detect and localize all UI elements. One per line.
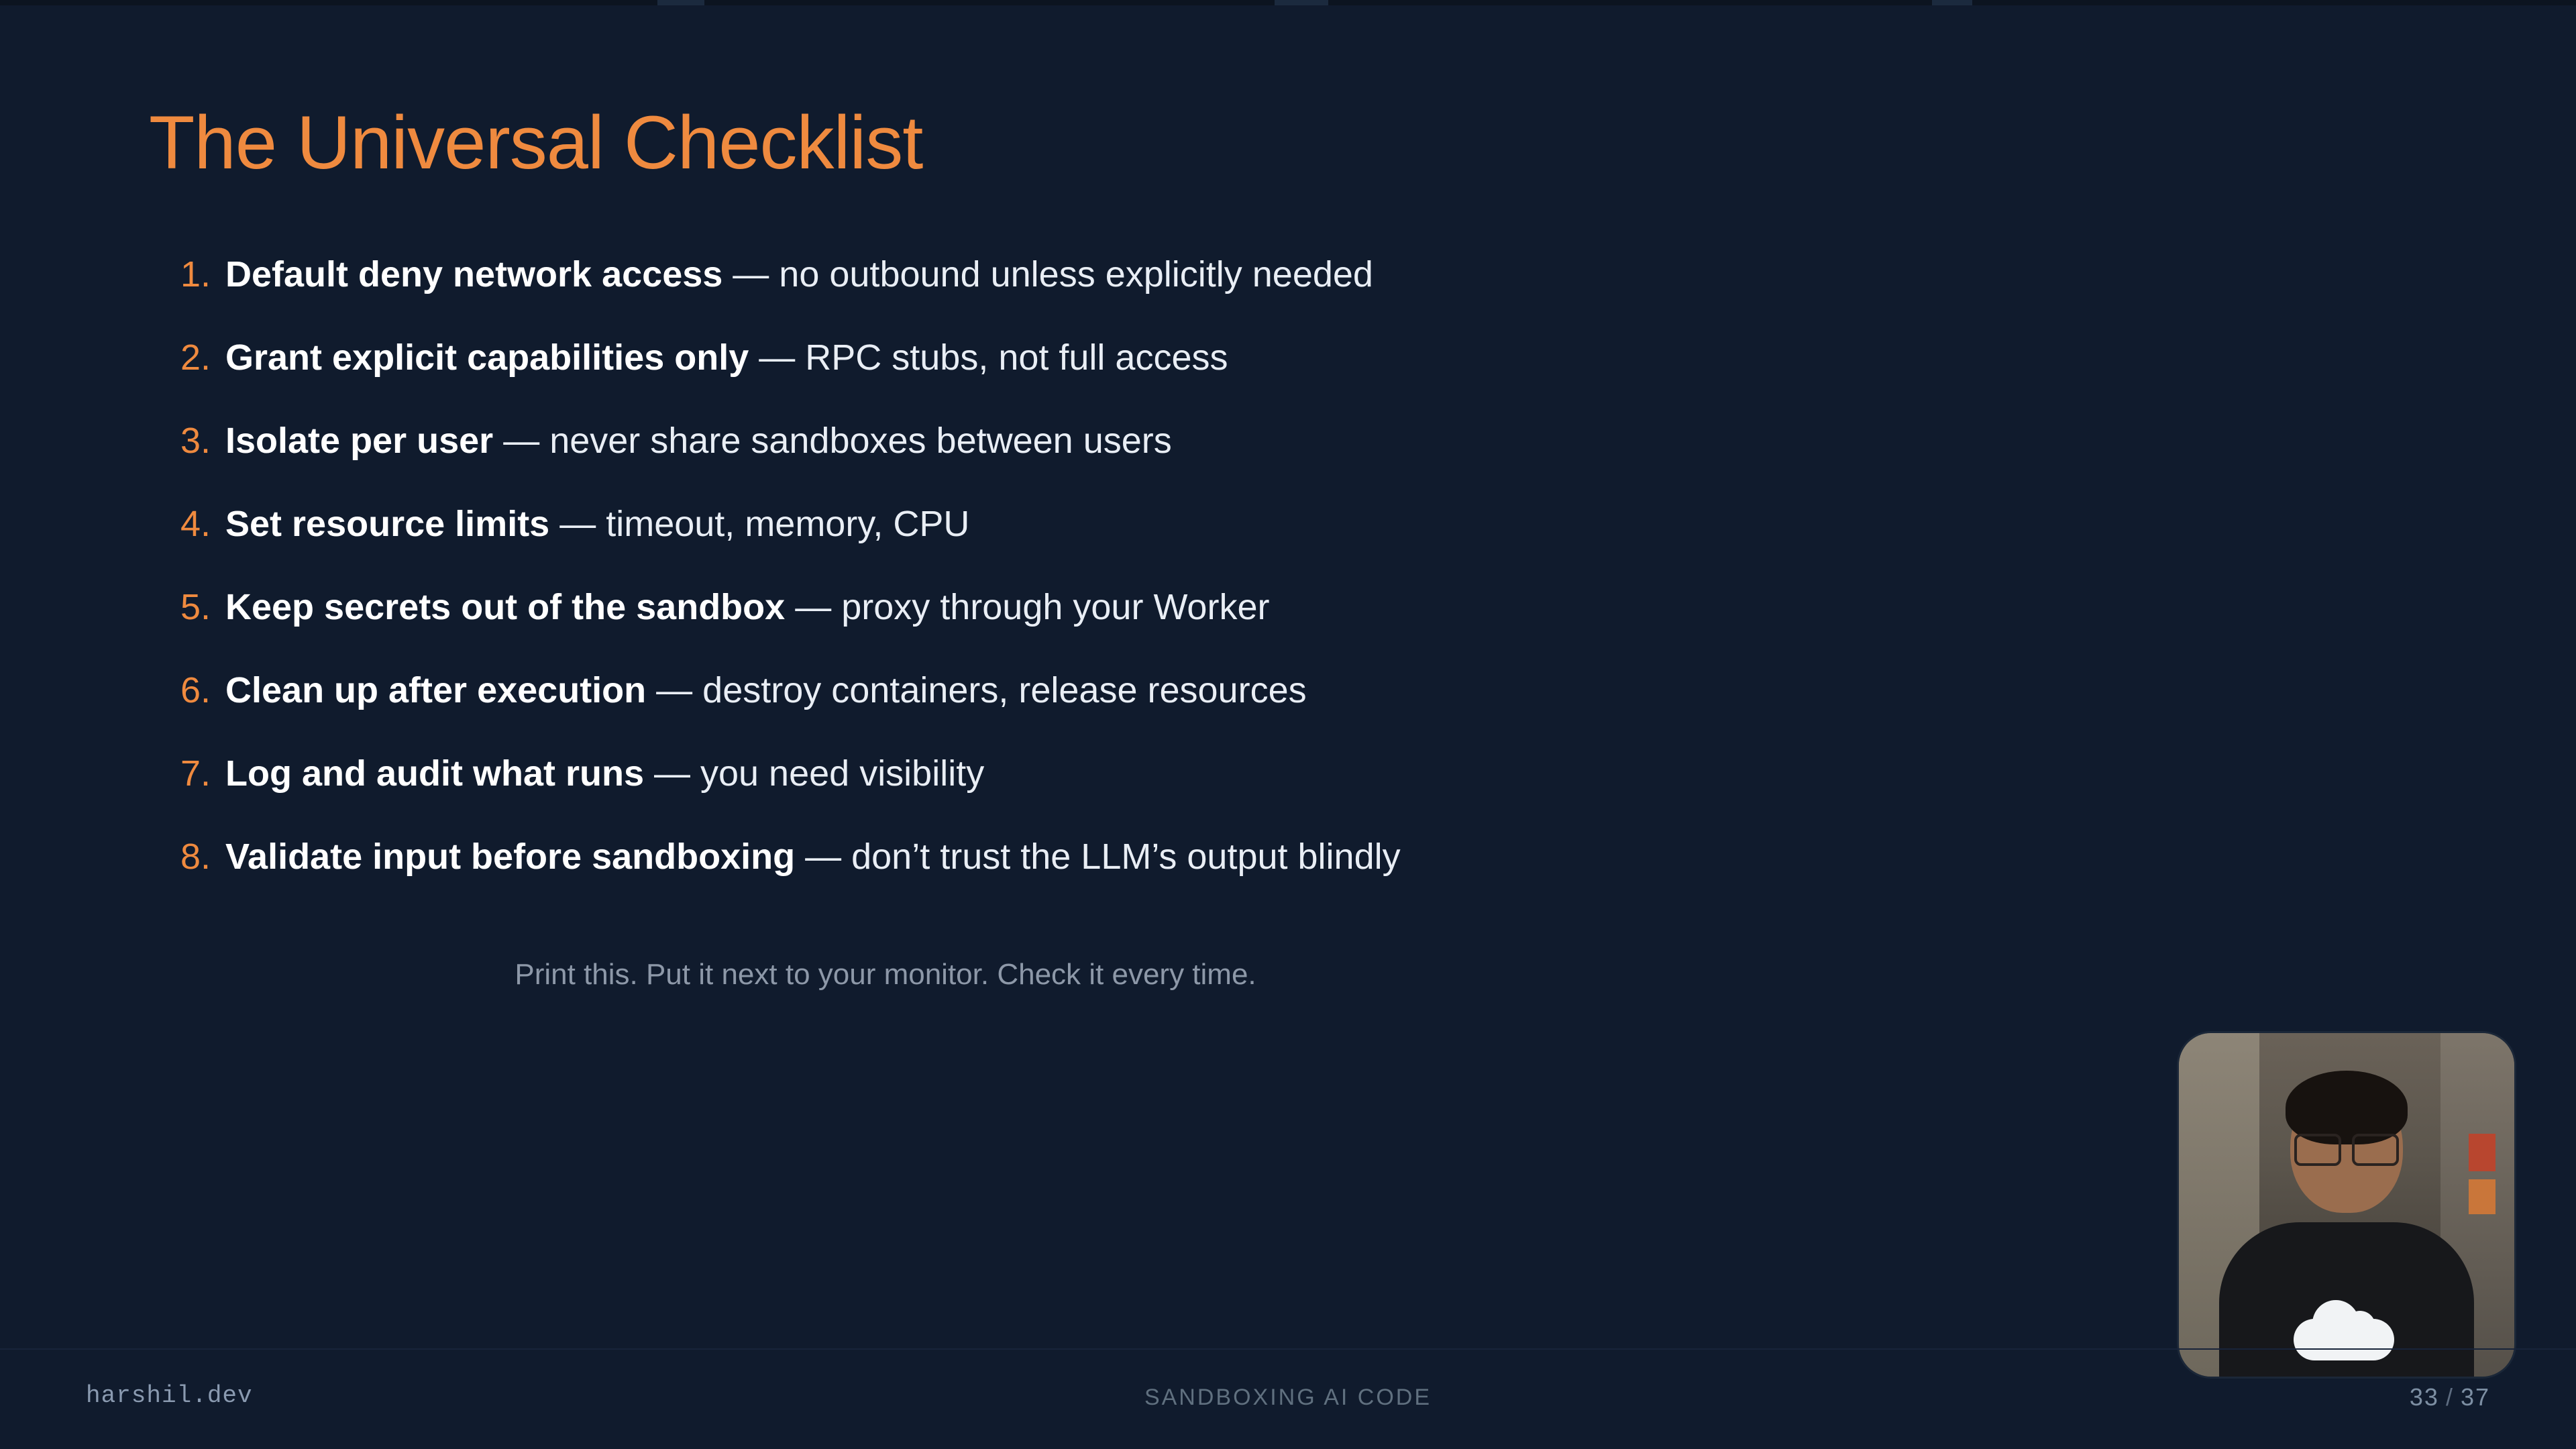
page-separator: / — [2445, 1383, 2454, 1411]
list-item-rest: — destroy containers, release resources — [646, 670, 1307, 710]
deck-title: SANDBOXING AI CODE — [1144, 1385, 1432, 1410]
slide-footer — [0, 1348, 2576, 1449]
list-item-bold: Default deny network access — [225, 254, 723, 294]
list-item-number: 5. — [180, 587, 211, 627]
list-item-number: 8. — [180, 837, 211, 877]
list-item-rest: — no outbound unless explicitly needed — [722, 254, 1373, 294]
list-item — [149, 420, 2296, 503]
list-item — [149, 254, 2296, 337]
list-item — [149, 753, 2296, 836]
list-item-number: 7. — [180, 753, 211, 794]
list-item-text — [225, 420, 1172, 462]
list-item-bold: Clean up after execution — [225, 670, 647, 710]
list-item-text — [225, 669, 1307, 711]
list-item-bold: Keep secrets out of the sandbox — [225, 587, 786, 627]
list-item-number: 6. — [180, 670, 211, 710]
slide-footnote: Print this. Put it next to your monitor. Check it every time. — [515, 958, 1256, 991]
list-item-number: 1. — [180, 254, 211, 294]
list-item-bold: Validate input before sandboxing — [225, 837, 796, 877]
list-item-number: 2. — [180, 337, 211, 378]
list-item-rest: — never share sandboxes between users — [493, 421, 1172, 461]
list-item — [149, 503, 2296, 586]
list-item-rest: — timeout, memory, CPU — [549, 504, 970, 544]
checklist — [149, 254, 2296, 919]
list-item-text — [225, 753, 984, 794]
total-pages: 37 — [2460, 1383, 2490, 1411]
presenter-webcam — [2179, 1033, 2514, 1377]
page-indicator — [2410, 1383, 2490, 1411]
list-item-text — [225, 254, 1373, 295]
list-item-rest: — proxy through your Worker — [785, 587, 1270, 627]
page-title: The Universal Checklist — [149, 101, 923, 184]
list-item-bold: Log and audit what runs — [225, 753, 644, 794]
list-item-rest: — don’t trust the LLM’s output blindly — [795, 837, 1401, 877]
brand-label[interactable]: harshil.dev — [86, 1382, 253, 1409]
list-item-text — [225, 586, 1269, 628]
list-item-text — [225, 503, 969, 545]
list-item — [149, 669, 2296, 753]
list-item-text — [225, 836, 1401, 877]
list-item-number: 3. — [180, 421, 211, 461]
list-item-rest: — you need visibility — [643, 753, 985, 794]
list-item-bold: Set resource limits — [225, 504, 550, 544]
list-item — [149, 337, 2296, 420]
list-item — [149, 836, 2296, 919]
list-item-rest: — RPC stubs, not full access — [749, 337, 1228, 378]
list-item-bold: Grant explicit capabilities only — [225, 337, 749, 378]
webcam-poster — [2469, 1179, 2496, 1214]
webcam-poster — [2469, 1134, 2496, 1171]
list-item-number: 4. — [180, 504, 211, 544]
list-item-text — [225, 337, 1228, 378]
list-item — [149, 586, 2296, 669]
glasses-icon — [2294, 1134, 2399, 1161]
list-item-bold: Isolate per user — [225, 421, 494, 461]
current-page: 33 — [2409, 1383, 2439, 1411]
